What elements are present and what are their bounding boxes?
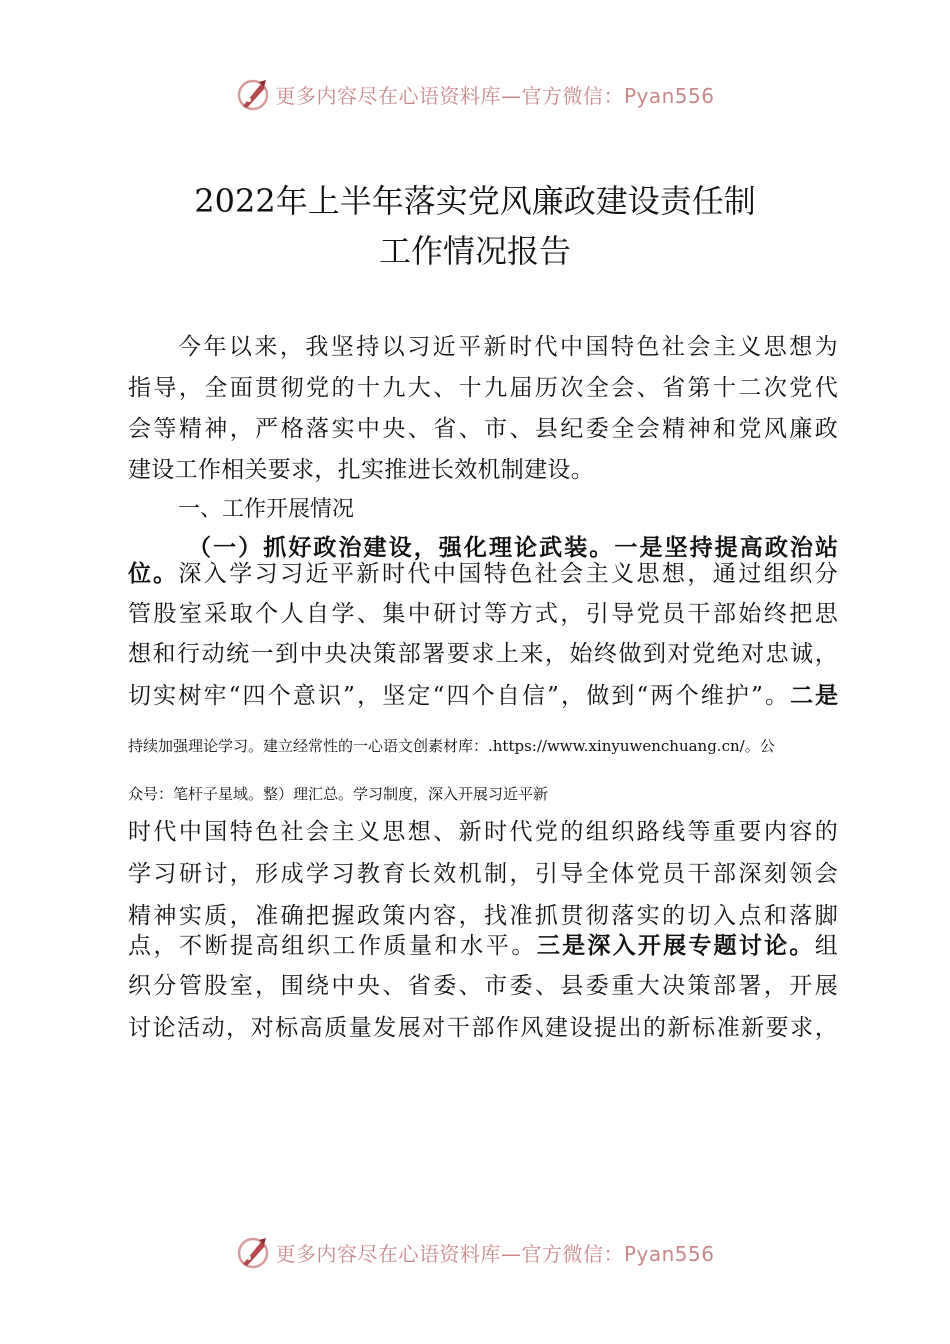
subsection-heading-bold-cont: 位。 xyxy=(128,561,179,587)
bold-lead-two: 二是 xyxy=(790,683,838,709)
intro-line-4: 建设工作相关要求，扎实推进长效机制建设。 xyxy=(128,457,594,483)
body-line-3: 想和行动统一到中央决策部署要求上来，始终做到对党绝对忠诚， xyxy=(128,641,838,667)
body-line-7: 精神实质，准确把握政策内容，找准抓贯彻落实的切入点和落脚 xyxy=(128,903,838,929)
intro-line-3: 会等精神，严格落实中央、省、市、县纪委全会精神和党风廉政 xyxy=(128,416,838,442)
subsection-heading-bold: （一）抓好政治建设，强化理论武装。一是坚持提高政治站 xyxy=(188,535,838,561)
section-heading: 一、工作开展情况 xyxy=(178,497,355,522)
body-line-1 xyxy=(128,554,838,594)
document-title-line-2: 工作情况报告 xyxy=(378,232,571,270)
document-title-line-1: 2022年上半年落实党风廉政建设责任制 xyxy=(194,182,756,220)
pen-nib-logo-icon xyxy=(235,76,271,112)
body-line-4 xyxy=(128,676,838,716)
body-line-9: 织分管股室，围绕中央、省委、市委、县委重大决策部署，开展 xyxy=(128,973,838,999)
body-line-2: 管股室采取个人自学、集中研讨等方式，引导党员干部始终把思 xyxy=(128,601,838,627)
body-text: 组 xyxy=(814,933,838,959)
body-line-5: 时代中国特色社会主义思想、新时代党的组织路线等重要内容的 xyxy=(128,819,838,845)
pen-nib-logo-icon xyxy=(235,1234,271,1270)
body-text: 深入学习习近平新时代中国特色社会主义思想，通过组织分 xyxy=(178,561,838,587)
banner-text: 更多内容尽在心语资料库—官方微信：Pyan556 xyxy=(275,83,715,108)
body-text: 切实树牢“四个意识”，坚定“四个自信”，做到“两个维护”。 xyxy=(128,683,791,709)
body-line-6: 学习研讨，形成学习教育长效机制，引导全体党员干部深刻领会 xyxy=(128,861,838,887)
body-text: 点，不断提高组织工作质量和水平。 xyxy=(128,933,537,959)
small-note-line-1: 持续加强理论学习。建立经常性的一心语文创素材库：.https://www.xinyuwenchuang.cn/。公 xyxy=(128,737,775,755)
intro-line-1: 今年以来，我坚持以习近平新时代中国特色社会主义思想为 xyxy=(178,334,838,360)
intro-line-2: 指导，全面贯彻党的十九大、十九届历次全会、省第十二次党代 xyxy=(128,375,838,401)
body-line-8 xyxy=(128,926,838,966)
body-line-10: 讨论活动，对标高质量发展对干部作风建设提出的新标准新要求， xyxy=(128,1015,838,1041)
small-note-line-2: 众号：笔杆子星域。整）理汇总。学习制度，深入开展习近平新 xyxy=(128,785,549,803)
bold-lead-three: 三是深入开展专题讨论。 xyxy=(536,933,815,959)
footer-banner xyxy=(0,1230,950,1274)
banner-text: 更多内容尽在心语资料库—官方微信：Pyan556 xyxy=(275,1241,715,1266)
header-banner xyxy=(0,72,950,116)
